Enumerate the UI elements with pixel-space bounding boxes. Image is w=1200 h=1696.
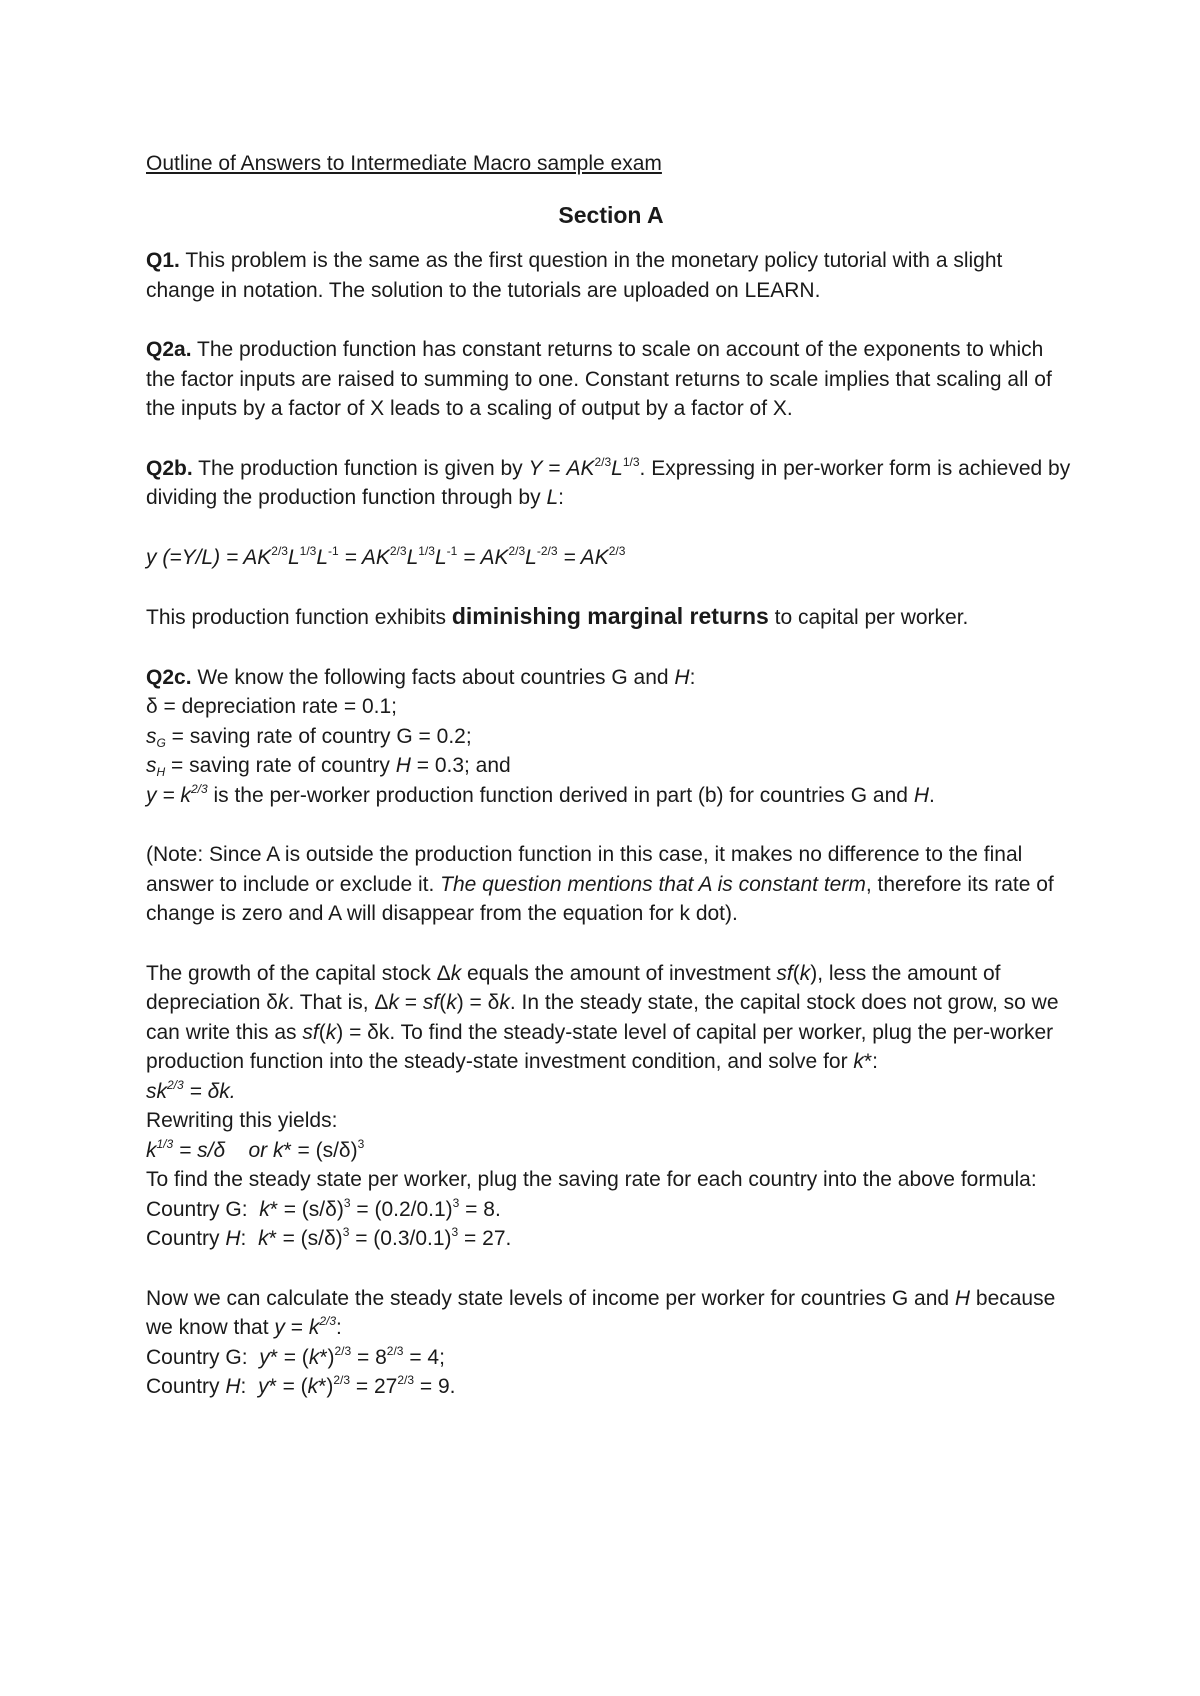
find-steady-state-line: To find the steady state per worker, plug the saving rate for each country into the above formula: xyxy=(146,1168,1037,1191)
g10: ( xyxy=(318,1020,326,1044)
q1-paragraph xyxy=(146,246,1076,305)
note-paragraph xyxy=(146,840,1076,929)
yh-d: *) xyxy=(318,1375,334,1398)
q2b-text2: . Expressing in per-worker form is achieved by dividing the production function through by xyxy=(146,456,1071,509)
gk: k xyxy=(388,991,399,1014)
yh-k: k xyxy=(307,1375,319,1398)
eq-part: y (=Y/L) = AK xyxy=(146,545,272,569)
section-heading: Section A xyxy=(558,201,664,228)
k13-k: k xyxy=(146,1138,157,1162)
gk: k xyxy=(325,1020,337,1044)
sh-rest2: = 0.3; and xyxy=(410,754,511,777)
ch-b: : xyxy=(240,1227,259,1250)
y-k: y = k xyxy=(146,783,191,807)
yh-y: y xyxy=(258,1375,269,1398)
per-worker-equation xyxy=(146,543,1076,573)
gk: k xyxy=(799,961,811,985)
eq-exp: 1/3 xyxy=(418,543,435,558)
y-rest: is the per-worker production function derived in part (b) for countries G and xyxy=(207,783,914,807)
delta-line: δ = depreciation rate = 0.1; xyxy=(146,695,398,718)
ch-a: Country xyxy=(146,1227,226,1250)
ch-f: = 27. xyxy=(458,1227,512,1250)
gk: k xyxy=(853,1050,864,1073)
q2a-label: Q2a. xyxy=(146,338,192,361)
note-a: (Note: Since A is outside the production function in this case, it makes no difference to the final answer to include or exclude it. xyxy=(146,843,1023,896)
note-italic: The question mentions that A is constant term xyxy=(440,872,866,896)
sh-rest: = saving rate of country xyxy=(165,754,396,777)
k13-b: = s/δ or xyxy=(173,1138,273,1162)
eq-exp: 1/3 xyxy=(299,543,317,558)
q2b-exp-l: 1/3 xyxy=(622,454,640,469)
sh-s: s xyxy=(146,754,157,777)
q2b-l: L xyxy=(611,456,623,480)
sh-line xyxy=(146,751,1076,781)
q2c-text: We know the following facts about countries G and xyxy=(191,665,675,689)
g9: . In the steady state, the capital stock does not grow, so we can write this as xyxy=(146,991,1059,1044)
yh-h: H xyxy=(225,1375,241,1398)
ss-sk: sk xyxy=(146,1079,167,1103)
country-h-y xyxy=(146,1372,1076,1402)
cg-k: k xyxy=(259,1197,270,1221)
yh-b: : xyxy=(240,1375,259,1398)
cg-c: = (0.2/0.1) xyxy=(350,1197,453,1221)
q2c-label: Q2c. xyxy=(146,665,192,689)
gsf: sf xyxy=(422,991,440,1014)
y-exp: 2/3 xyxy=(190,781,208,796)
eq-part: L xyxy=(406,545,419,569)
gk: k xyxy=(446,991,457,1014)
ch-e1: 3 xyxy=(342,1225,350,1239)
g1: The growth of the capital stock Δ xyxy=(146,961,451,985)
gk: k xyxy=(499,991,510,1014)
eq-exp: -1 xyxy=(328,543,339,558)
q2b-y: Y xyxy=(528,456,543,480)
yg-c: *) xyxy=(319,1345,335,1369)
q2a-text: The production function has constant returns to scale on account of the exponents to which the factor inputs are raised to summing to one. Constant returns to scale implies that scaling all of the inputs by a factor of X leads to a scaling of output by a factor of X. xyxy=(146,338,1052,420)
q2b-colon: : xyxy=(558,486,564,509)
ch-d: = (0.3/0.1) xyxy=(349,1227,452,1250)
yh-e1: 2/3 xyxy=(333,1373,351,1387)
sg-s: s xyxy=(146,724,157,748)
eq-exp: 2/3 xyxy=(608,543,626,558)
eq-exp: 2/3 xyxy=(389,543,407,558)
gsf: sf xyxy=(776,961,793,985)
k13-exp2: 3 xyxy=(357,1136,365,1151)
dim-pre: This production function exhibits xyxy=(146,606,452,629)
g3: ( xyxy=(792,961,800,985)
inc-3: = xyxy=(284,1316,309,1339)
q2c-h: H xyxy=(674,665,690,689)
q1-label: Q1. xyxy=(146,249,180,272)
eq-part: = AK xyxy=(338,545,390,569)
g11: ) = δk. To find the steady-state level of capital per worker, plug the per-worker production function into the steady-state investment condition, and solve for xyxy=(146,1020,1054,1073)
q2c-intro xyxy=(146,663,1076,693)
country-h-k xyxy=(146,1224,1076,1254)
eq-part: L xyxy=(434,545,447,569)
g6: = xyxy=(398,991,423,1014)
yh-g: = 9. xyxy=(414,1375,456,1398)
country-g-y xyxy=(146,1343,1076,1373)
q1-text: This problem is the same as the first question in the monetary policy tutorial with a slight change in notation. The solution to the tutorials are uploaded on LEARN. xyxy=(146,249,1003,302)
eq-exp: 2/3 xyxy=(508,543,526,558)
eq-part: L xyxy=(287,545,300,569)
eq-part: = AK xyxy=(457,545,509,569)
y-function-line xyxy=(146,781,1076,811)
yg-k: k xyxy=(308,1345,320,1369)
y-end: . xyxy=(928,783,935,807)
yg-e1: 2/3 xyxy=(334,1343,352,1358)
q2b-paragraph xyxy=(146,454,1076,513)
q2b-l2: L xyxy=(546,486,559,509)
g5: . That is, Δ xyxy=(288,991,389,1014)
ss-exp: 2/3 xyxy=(167,1077,184,1092)
inc-1: Now we can calculate the steady state levels of income per worker for countries G and xyxy=(146,1286,955,1310)
yg-y: y xyxy=(259,1345,270,1369)
g2: equals the amount of investment xyxy=(461,961,777,985)
g8: ) = δ xyxy=(456,991,500,1014)
country-g-k xyxy=(146,1195,1076,1225)
growth-paragraph xyxy=(146,959,1076,1077)
cg-e2: 3 xyxy=(452,1195,460,1210)
yh-a: Country xyxy=(146,1375,226,1398)
cg-a: Country G: xyxy=(146,1197,260,1221)
yg-e2: 2/3 xyxy=(386,1343,404,1358)
steady-state-equation xyxy=(146,1077,1076,1107)
g4: ), less the amount of depreciation δ xyxy=(146,961,1001,1014)
q2b-eq: = xyxy=(542,456,567,480)
inc-2: because we know that xyxy=(146,1286,1056,1339)
eq-part: L xyxy=(525,545,537,569)
inc-exp: 2/3 xyxy=(319,1314,337,1328)
sg-line xyxy=(146,722,1076,752)
cg-d: = 8. xyxy=(459,1197,501,1221)
g7: ( xyxy=(439,991,447,1014)
eq-part: = AK xyxy=(557,545,609,569)
gk: k xyxy=(450,961,462,985)
ch-k: k xyxy=(258,1227,269,1250)
k13-c: k xyxy=(272,1138,284,1162)
rewrite-line: Rewriting this yields: xyxy=(146,1109,338,1132)
sg-sub: G xyxy=(156,735,166,750)
sh-h: H xyxy=(395,754,411,777)
sg-rest: = saving rate of country G = 0.2; xyxy=(165,724,472,748)
ch-e2: 3 xyxy=(451,1225,459,1239)
q2b-exp-k: 2/3 xyxy=(594,454,612,469)
eq-exp: 2/3 xyxy=(271,543,288,558)
k-star-formula xyxy=(146,1136,1076,1166)
cg-b: * = (s/δ) xyxy=(269,1197,344,1221)
q2b-label: Q2b. xyxy=(146,456,193,480)
dim-bold: diminishing marginal returns xyxy=(451,603,769,629)
yh-c: * = ( xyxy=(268,1375,308,1398)
yh-e2: 2/3 xyxy=(397,1373,415,1387)
sh-sub: H xyxy=(156,765,166,779)
yg-b: * = ( xyxy=(269,1345,309,1369)
g12: *: xyxy=(863,1050,878,1073)
gsf: sf xyxy=(302,1020,319,1044)
dim-post: to capital per worker. xyxy=(768,606,969,629)
gk: k xyxy=(277,991,289,1014)
q2a-paragraph xyxy=(146,335,1076,424)
inc-k: k xyxy=(308,1316,320,1339)
y-h: H xyxy=(913,783,929,807)
note-b: , therefore its rate of change is zero and A will disappear from the equation for k dot). xyxy=(146,872,1054,925)
eq-exp: -2/3 xyxy=(536,543,558,558)
inc-4: : xyxy=(336,1316,342,1339)
document-body xyxy=(146,149,1076,1402)
q2c-colon: : xyxy=(689,665,696,689)
q2b-text: The production function is given by xyxy=(192,456,529,480)
yh-f: = 27 xyxy=(350,1375,398,1398)
ss-rest: = δk. xyxy=(183,1079,236,1103)
income-paragraph xyxy=(146,1284,1076,1343)
ch-c: * = (s/δ) xyxy=(268,1227,343,1250)
k13-exp: 1/3 xyxy=(156,1136,174,1151)
k13-d: * = (s/δ) xyxy=(283,1138,358,1162)
yg-d: = 8 xyxy=(351,1345,387,1369)
yg-f: = 4; xyxy=(403,1345,445,1369)
inc-h: H xyxy=(954,1286,971,1310)
q2b-ak: AK xyxy=(566,456,595,480)
eq-exp: -1 xyxy=(446,543,458,558)
inc-y: y xyxy=(274,1316,285,1339)
ch-h: H xyxy=(225,1227,241,1250)
eq-part: L xyxy=(316,545,329,569)
yg-a: Country G: xyxy=(146,1345,260,1369)
document-title: Outline of Answers to Intermediate Macro sample exam xyxy=(146,152,662,175)
diminishing-returns-sentence xyxy=(146,602,1076,633)
cg-e1: 3 xyxy=(343,1195,351,1210)
